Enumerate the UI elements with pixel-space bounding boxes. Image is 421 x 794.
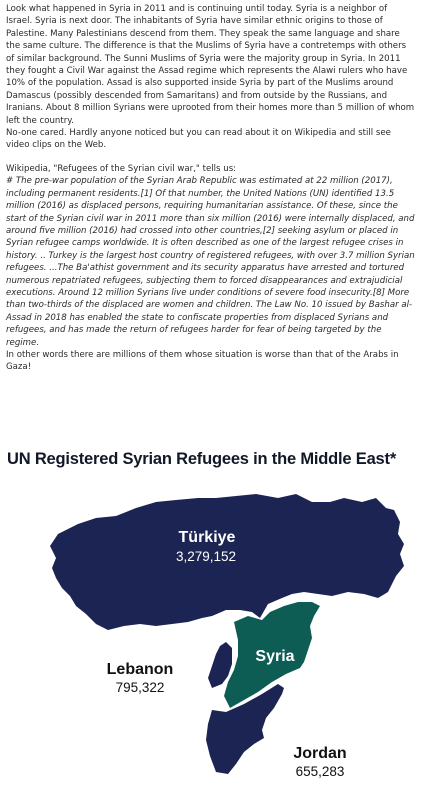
label-lebanon-value: 795,322	[115, 680, 165, 695]
article-paragraph-2: No-one cared. Hardly anyone noticed but you can read about it on Wikipedia and still see video clips on the Web.	[6, 128, 391, 151]
label-jordan-value: 655,283	[295, 764, 345, 779]
article-text	[6, 3, 416, 374]
closing-paragraph: In other words there are millions of them whose situation is worse than that of the Arabs in Gaza!	[6, 349, 399, 373]
label-turkiye-name: Türkiye	[178, 529, 236, 546]
wikipedia-quote	[6, 163, 416, 349]
quote-body: # The pre-war population of the Syrian Arab Republic was estimated at 22 million (2017), including permanent residents.[1] Of that number, the United Nations (UN) identified 13.5 million (2016) as displaced persons, requiring humanitarian assistance. Of these, since the start of the Syrian civil war in 2011 more than six million (2016) were internally displaced, and around five million (2016) had crossed into other countries,[2] seeking asylum or placed in Syrian refugee camps worldwide. It is often described as one of the largest refugee crises in history. .. Turkey is the largest host country of registered refugees, with over 3.7 million Syrian refugees. ...The Ba'athist government and its security apparatus have arrested and tortured numerous repatriated refugees, subjecting them to forced disappearances and extrajudicial executions. Around 12 million Syrians live under conditions of severe food insecurity.[8] More than two-thirds of the displaced are women and children. The Law No. 10 issued by Bashar al-Assad in 2018 has enabled the state to confiscate properties from displaced Syrians and refugees, and has made the return of refugees harder for fear of being targeted by the regime.	[6, 176, 415, 348]
quote-intro: Wikipedia, "Refugees of the Syrian civil war," tells us:	[6, 163, 237, 174]
label-lebanon-name: Lebanon	[106, 661, 174, 678]
map-title: UN Registered Syrian Refugees in the Middle East*	[7, 450, 397, 468]
lebanon-shape	[208, 642, 232, 688]
label-syria-name: Syria	[255, 648, 295, 665]
refugee-map	[0, 478, 421, 794]
article-paragraph-1: Look what happened in Syria in 2011 and is continuing until today. Syria is a neighbor of Israel. Syria is next door. The inhabitants of Syria have similar ethnic origins to those of Palestine. Many Palestinians descend from them. They speak the same language and share the same culture. The difference is that the Muslims of Syria have a contretemps with others of similar background. The Sunni Muslims of Syria were the majority group in Syria. In 2011 they fought a Civil War against the Assad regime which represents the Alawi rulers who have 10% of the population. Assad is also supported inside Syria by part of the Muslims around Damascus (possibly descended from Samaritans) and from outside by the Russians, and Iranians. About 8 million Syrians were uprooted from their homes more than 5 million of whom left the country.	[6, 4, 415, 126]
label-jordan-name: Jordan	[293, 745, 347, 762]
label-turkiye-value: 3,279,152	[175, 549, 237, 564]
